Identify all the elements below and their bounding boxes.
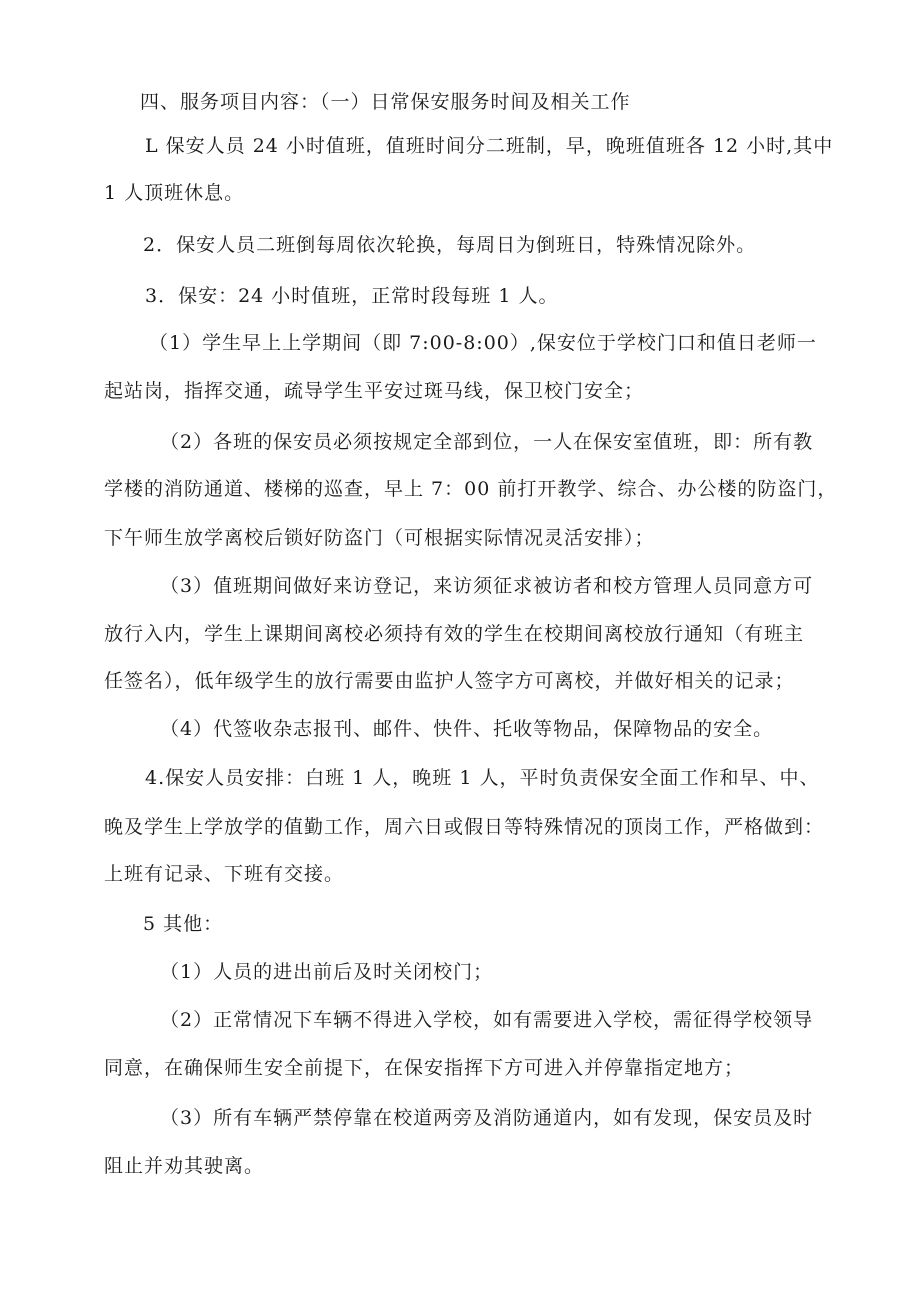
item3-line1: 3．保安：24 小时值班，正常时段每班 1 人。 xyxy=(145,285,559,307)
item1-line2: 1 人顶班休息。 xyxy=(104,182,245,204)
sub3-line3: 任签名），低年级学生的放行需要由监护人签字方可离校，并做好相关的记录； xyxy=(104,670,795,692)
sub3-line2: 放行入内，学生上课期间离校必须持有效的学生在校期间离校放行通知（有班主 xyxy=(104,623,805,645)
other1-line1: （1）人员的进出前后及时关闭校门； xyxy=(160,961,494,983)
sub3-line1: （3）值班期间做好来访登记，来访须征求被访者和校方管理人员同意方可 xyxy=(160,575,814,597)
other3-line1: （3）所有车辆严禁停靠在校道两旁及消防通道内，如有发现，保安员及时 xyxy=(160,1107,814,1129)
sub1-line1: （1）学生早上上学期间（即 7:00-8:00）,保安位于学校门口和值日老师一 xyxy=(149,332,817,354)
sub2-line2: 学楼的消防通道、楼梯的巡查，早上 7：00 前打开教学、综合、办公楼的防盗门， xyxy=(104,478,838,500)
item4-line3: 上班有记录、下班有交接。 xyxy=(104,863,345,885)
other3-line2: 阻止并劝其驶离。 xyxy=(104,1155,265,1177)
item4-line2: 晚及学生上学放学的值勤工作，周六日或假日等特殊情况的顶岗工作，严格做到： xyxy=(104,816,825,838)
item4-line1: 4.保安人员安排：白班 1 人，晚班 1 人，平时负责保安全面工作和早、中、 xyxy=(145,767,820,789)
other2-line1: （2）正常情况下车辆不得进入学校，如有需要进入学校，需征得学校领导 xyxy=(160,1009,814,1031)
sub2-line3: 下午师生放学离校后锁好防盗门（可根据实际情况灵活安排）； xyxy=(104,527,655,549)
item5-line1: 5 其他： xyxy=(143,913,224,935)
sub1-line2: 起站岗，指挥交通，疏导学生平安过斑马线，保卫校门安全； xyxy=(104,380,645,402)
sub2-line1: （2）各班的保安员必须按规定全部到位，一人在保安室值班，即：所有教 xyxy=(160,431,814,453)
other2-line2: 同意，在确保师生安全前提下，在保安指挥下方可进入并停靠指定地方； xyxy=(104,1057,745,1079)
item1-line1: L 保安人员 24 小时值班，值班时间分二班制，早，晚班值班各 12 小时,其中 xyxy=(145,135,834,157)
item2-line1: 2．保安人员二班倒每周依次轮换，每周日为倒班日，特殊情况除外。 xyxy=(143,234,757,256)
sub4-line1: （4）代签收杂志报刊、邮件、快件、托收等物品，保障物品的安全。 xyxy=(160,718,774,740)
section-heading: 四、服务项目内容：（一）日常保安服务时间及相关工作 xyxy=(140,91,631,113)
